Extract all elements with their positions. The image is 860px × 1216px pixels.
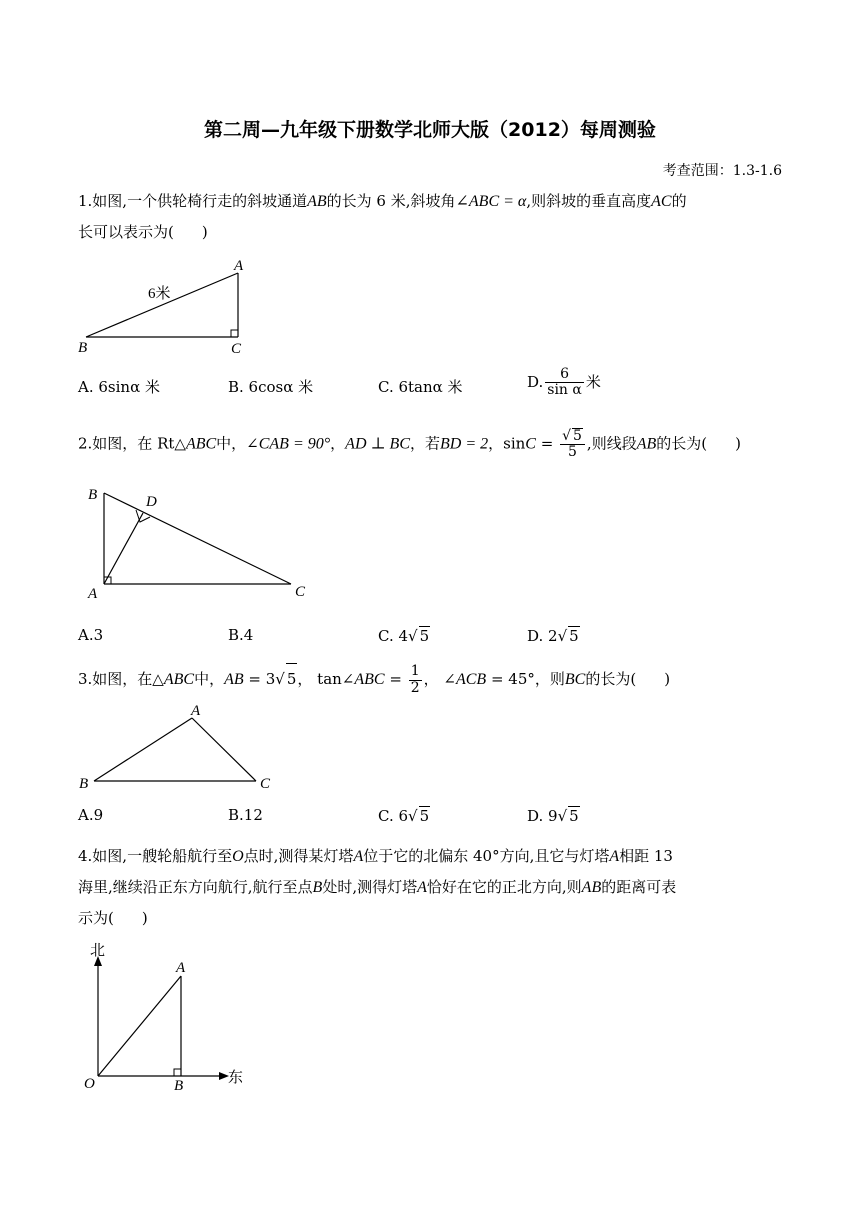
q3-label-b: B bbox=[79, 776, 89, 792]
q1-label-c: C bbox=[231, 341, 242, 357]
q1-option-d[interactable]: D. $\frac{6}{\text{sin α}}$ 米 bbox=[527, 366, 601, 399]
q1-option-c[interactable]: C. 6tanα 米 bbox=[378, 378, 463, 396]
question-2: 2.如图，在 Rt△ABC中，∠CAB = 90°，AD ⊥ BC，若BD = 2，sinC = $\frac{√ 5}{5}$ ,则线段AB的长为( ) bbox=[78, 428, 741, 461]
q1-label-b: B bbox=[78, 340, 88, 356]
q2-label-c: C bbox=[295, 584, 306, 600]
q2-label-d: D bbox=[146, 494, 157, 510]
q4-east-label: 东 bbox=[228, 1070, 244, 1086]
q3-label-a: A bbox=[191, 703, 201, 719]
question-3: 3.如图，在△ABC中，AB = 3√ 5， tan∠ABC = $\frac{1}{2}$ ， ∠ACB = 45°，则BC的长为( ) bbox=[78, 663, 671, 696]
q1-side-label: 6米 bbox=[148, 286, 171, 302]
q3-option-c[interactable]: C. 6√ 5 bbox=[378, 807, 430, 825]
q1-option-b[interactable]: B. 6cosα 米 bbox=[228, 378, 314, 396]
q3-option-d[interactable]: D. 9√ 5 bbox=[527, 807, 579, 825]
q3-option-a[interactable]: A.9 bbox=[78, 806, 104, 824]
q2-label-b: B bbox=[88, 487, 98, 503]
q2-option-a[interactable]: A.3 bbox=[78, 626, 104, 644]
q2-option-b[interactable]: B.4 bbox=[228, 626, 254, 644]
q3-label-c: C bbox=[260, 776, 271, 792]
q2-option-d[interactable]: D. 2√ 5 bbox=[527, 627, 579, 645]
q1-option-a[interactable]: A. 6sinα 米 bbox=[78, 378, 160, 396]
q4-label-b: B bbox=[174, 1078, 184, 1094]
question-4: 4.如图,一艘轮船航行至O点时,测得某灯塔A位于它的北偏东 40°方向,且它与灯塔A相距 13 海里,继续沿正东方向航行,航行至点B处时,测得灯塔A恰好在它的正北方向,则AB的距离可表 示为( ) bbox=[78, 847, 677, 927]
q4-label-a: A bbox=[176, 960, 186, 976]
exam-scope: 考查范围：1.3-1.6 bbox=[662, 163, 782, 179]
q4-label-o: O bbox=[84, 1076, 95, 1092]
q2-label-a: A bbox=[88, 586, 98, 602]
q2-option-c[interactable]: C. 4√ 5 bbox=[378, 627, 430, 645]
question-1: 1.如图,一个供轮椅行走的斜坡通道AB的长为 6 米,斜坡角∠ABC = α,则斜坡的垂直高度AC的 长可以表示为( ) bbox=[78, 192, 687, 241]
q3-option-b[interactable]: B.12 bbox=[228, 806, 263, 824]
q1-label-a: A bbox=[234, 258, 244, 274]
page-title: 第二周—九年级下册数学北师大版（2012）每周测验 bbox=[204, 119, 656, 141]
q4-north-label: 北 bbox=[90, 943, 106, 959]
